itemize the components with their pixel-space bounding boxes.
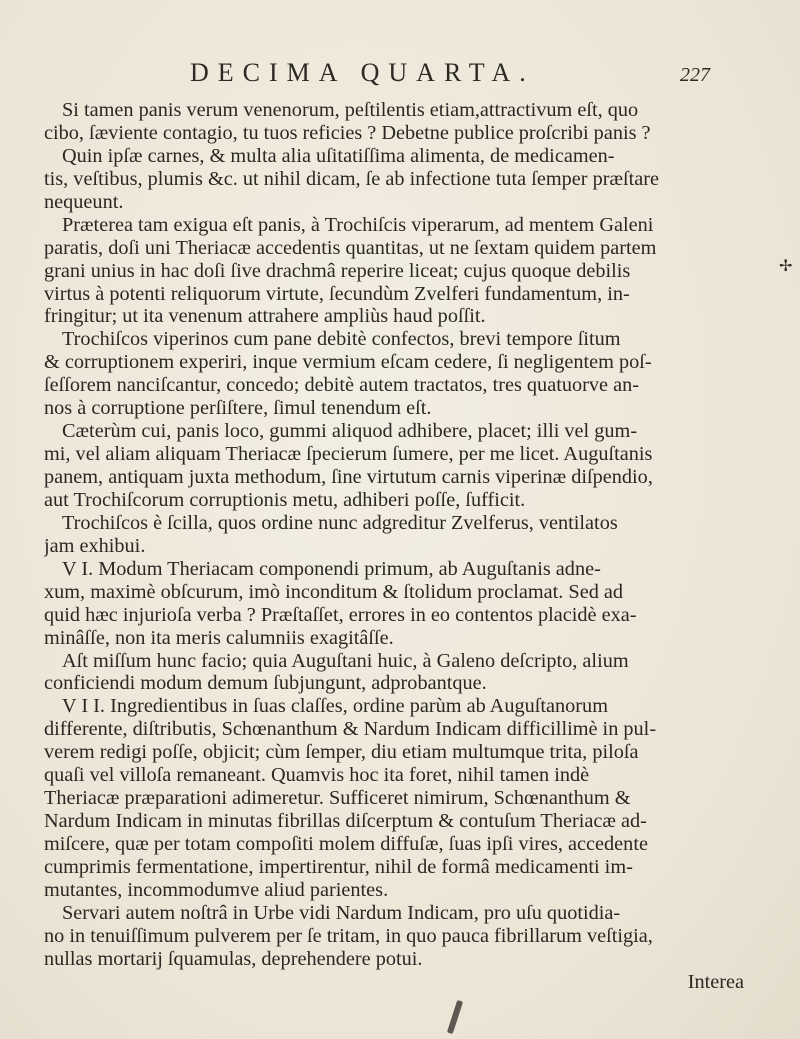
running-head: DECIMA QUARTA. <box>190 58 535 87</box>
catchword: Interea <box>687 970 744 993</box>
text-line: minâſſe, non ita meris calumniis exagitâſſe. <box>44 626 394 649</box>
text-line: nequeunt. <box>44 190 124 213</box>
text-line: quid hæc injurioſa verba ? Præſtaſſet, errores in eo contentos placidè exa- <box>44 603 637 626</box>
text-line: Præterea tam exigua eſt panis, à Trochiſcis viperarum, ad mentem Galeni <box>62 213 654 236</box>
text-line: tis, veſtibus, plumis &c. ut nihil dicam, ſe ab infectione tuta ſemper præſtare <box>44 167 660 190</box>
text-line: panem, antiquam juxta methodum, ſine virtutum carnis viperinæ diſpendio, <box>44 466 653 488</box>
text-line: Cæterùm cui, panis loco, gummi aliquod adhibere, placet; illi vel gum- <box>62 420 638 443</box>
text-line: Nardum Indicam in minutas fibrillas diſcerptum & contuſum Theriacæ ad- <box>44 810 647 833</box>
text-line: nos à corruptione perſiſtere, ſimul tenendum eſt. <box>44 397 432 420</box>
text-line: Trochiſcos viperinos cum pane debitè confectos, brevi tempore ſitum <box>62 328 621 351</box>
text-line: Quin ipſæ carnes, & multa alia uſitatiſſima alimenta, de medicamen- <box>62 144 615 167</box>
text-line: Si tamen panis verum venenorum, peſtilentis etiam,attractivum eſt, quo <box>62 99 639 121</box>
text-line: cumprimis fermentatione, impertirentur, nihil de formâ medicamenti im- <box>44 855 633 878</box>
text-body <box>44 99 764 994</box>
text-line: aut Trochiſcorum corruptionis metu, adhiberi poſſe, ſufficit. <box>44 488 526 511</box>
text-line: cibo, ſæviente contagio, tu tuos reficies ? Debetne publice proſcribi panis ? <box>44 121 651 144</box>
text-line: differente, diſtributis, Schœnanthum & Nardum Indicam difficillimè in pul- <box>44 718 657 741</box>
text-line: xum, maximè obſcurum, imò inconditum & ſtolidum proclamat. Sed ad <box>44 580 624 603</box>
text-line: Servari autem noſtrâ in Urbe vidi Nardum Indicam, pro uſu quotidia- <box>62 901 621 924</box>
text-line: Aſt miſſum hunc facio; quia Auguſtani huic, à Galeno deſcripto, alium <box>62 649 629 672</box>
ink-smudge <box>447 1000 463 1034</box>
margin-mark-icon: ✢ <box>779 256 793 275</box>
text-line: paratis, doſi uni Theriacæ accedentis quantitas, ut ne ſextam quidem partem <box>44 236 657 259</box>
page-number: 227 <box>680 64 710 86</box>
text-line: quaſi vel villoſa remaneant. Quamvis hoc ita foret, nihil tamen indè <box>44 764 590 787</box>
text-line: mutantes, incommodumve aliud parientes. <box>44 878 389 901</box>
text-line: fringitur; ut ita venenum attrahere ampliùs haud poſſit. <box>44 305 486 328</box>
text-line: miſcere, quæ per totam compoſiti molem diffuſæ, ſuas ipſi vires, accedente <box>44 833 648 855</box>
text-line: nullas mortarij ſquamulas, deprehendere potui. <box>44 947 423 970</box>
text-line: jam exhibui. <box>44 534 146 557</box>
text-line: V I I. Ingredientibus in ſuas claſſes, ordine parùm ab Auguſtanorum <box>62 695 608 718</box>
text-line: grani unius in hac doſi ſive drachmâ reperire liceat; cujus quoque debilis <box>44 259 631 282</box>
text-line: no in tenuiſſimum pulverem per ſe tritam, in quo pauca fibrillarum veſtigia, <box>44 924 653 947</box>
text-line: mi, vel aliam aliquam Theriacæ ſpecierum ſumere, per me licet. Auguſtanis <box>44 443 653 466</box>
text-line: ſeſſorem nanciſcantur, concedo; debitè autem tractatos, tres quatuorve an- <box>44 374 639 397</box>
text-line: Trochiſcos è ſcilla, quos ordine nunc adgreditur Zvelferus, ventilatos <box>62 511 618 534</box>
text-line: conficiendi modum demum ſubjungunt, adprobantque. <box>44 672 487 695</box>
text-line: & corruptionem experiri, inque vermium eſcam cedere, ſi negligentem poſ- <box>44 351 652 374</box>
text-line: Theriacæ præparationi adimeretur. Sufficeret nimirum, Schœnanthum & <box>44 787 631 810</box>
page-header <box>190 58 710 92</box>
text-line: virtus à potenti reliquorum virtute, ſecundùm Zvelferi fundamentum, in- <box>44 282 630 305</box>
text-line: verem redigi poſſe, objicit; cùm ſemper, diu etiam multumque trita, piloſa <box>44 741 639 764</box>
text-line: V I. Modum Theriacam componendi primum, ab Auguſtanis adne- <box>62 557 601 580</box>
